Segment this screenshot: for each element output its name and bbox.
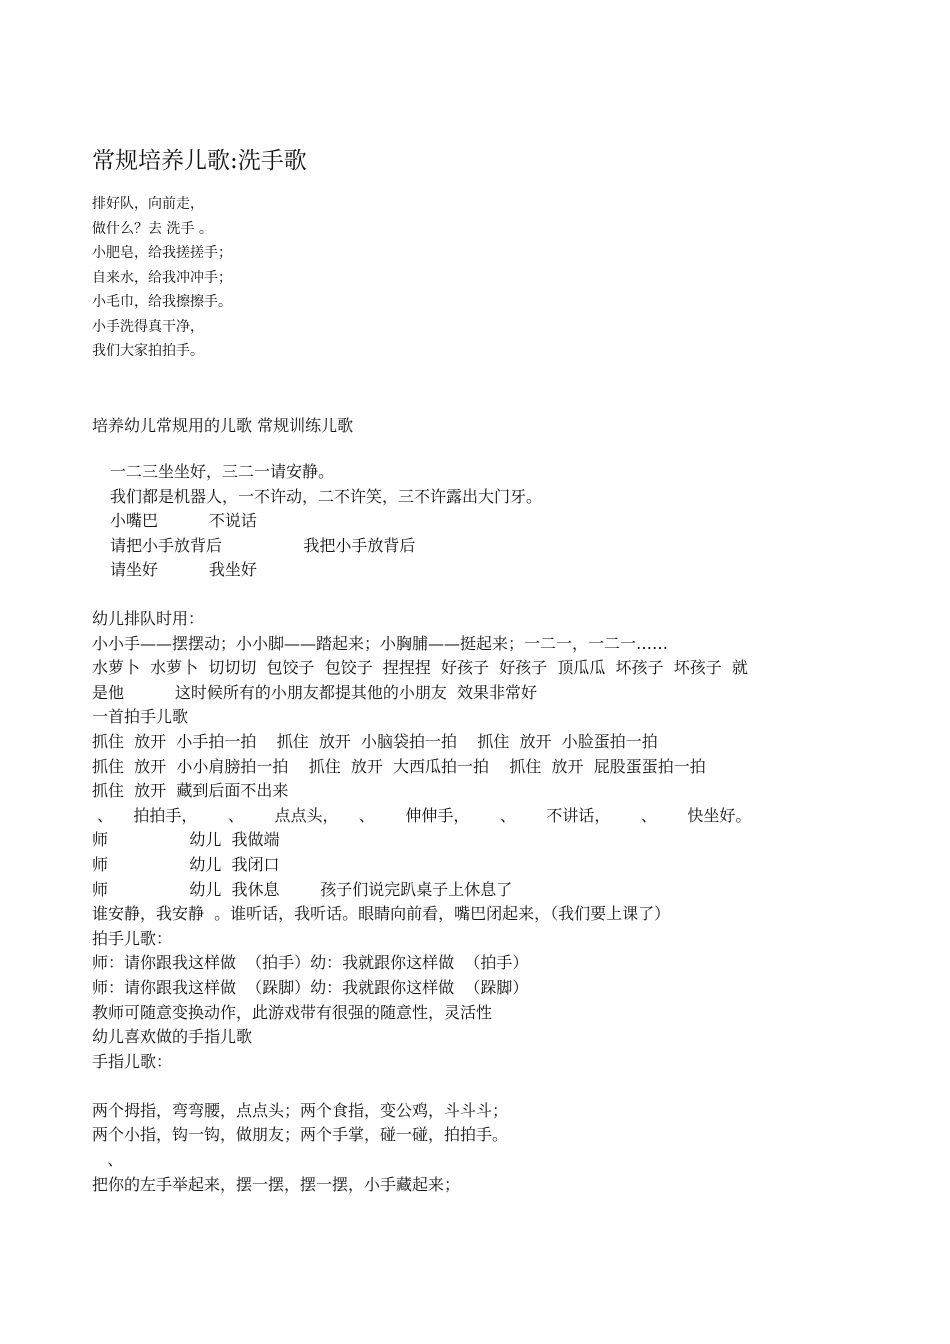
poem-line: 小肥皂，给我搓搓手； [92,245,232,261]
body-line: 抓住 放开 藏到后面不出来 [92,781,289,801]
poem-line: 小毛巾，给我擦擦手。 [92,294,232,310]
body-line: 一首拍手儿歌 [92,707,189,727]
body-line: 把你的左手举起来，摆一摆，摆一摆，小手藏起来； [92,1174,461,1194]
poem-line: 做什么？去 洗手 。 [92,220,213,237]
poem-line: 自来水，给我冲冲手； [92,269,232,286]
chant-line: 请坐好 我坐好 [110,560,257,580]
body-line: 谁安静，我安静 。谁听话，我听话。眼睛向前看，嘴巴闭起来，（我们要上课了） [92,904,671,924]
poem-line: 小手洗得真干净， [92,318,204,335]
body-line: 拍手儿歌： [92,928,173,948]
body-line: 抓住 放开 小小肩膀拍一拍 抓住 放开 大西瓜拍一拍 抓住 放开 屁股蛋蛋拍一拍 [92,756,706,776]
body-line: 师：请你跟我这样做 （跺脚）幼：我就跟你这样做 （跺脚） [92,977,529,997]
body-line: 两个拇指，弯弯腰，点点头；两个食指，变公鸡，斗斗斗； [92,1100,509,1120]
body-line: 幼儿喜欢做的手指儿歌 [92,1027,253,1047]
page-title: 常规培养儿歌:洗手歌 [92,148,307,174]
chant-line: 我们都是机器人，一不许动，二不许笑，三不许露出大门牙。 [110,486,543,506]
poem-line: 排好队，向前走， [92,196,204,212]
body-line: 是他 这时候所有的小朋友都提其他的小朋友 效果非常好 [92,682,538,702]
body-line: 师 幼儿 我闭口 [92,854,280,874]
body-line: 幼儿排队时用： [92,609,205,628]
blank-line [92,1074,751,1099]
body-line: 、 [92,1150,124,1170]
body-line: 两个小指，钩一钩，做朋友；两个手掌，碰一碰，拍拍手。 [92,1125,509,1145]
chant-line: 一二三坐坐好，三二一请安静。 [110,462,335,481]
body-line: 师：请你跟我这样做 （拍手）幼：我就跟你这样做 （拍手） [92,953,529,973]
handwashing-poem [92,192,232,364]
body-line: 手指儿歌： [92,1051,173,1071]
body-line: 抓住 放开 小手拍一拍 抓住 放开 小脑袋拍一拍 抓住 放开 小脸蛋拍一拍 [92,731,658,751]
chant-line: 请把小手放背后 我把小手放背后 [110,535,416,555]
section-heading: 培养幼儿常规用的儿歌 常规训练儿歌 [92,416,354,435]
body-line: 师 幼儿 我做端 [92,830,280,850]
classroom-chant [110,460,542,583]
chant-line: 小嘴巴 不说话 [110,511,257,531]
body-line: 师 幼儿 我休息 孩子们说完趴桌子上休息了 [92,879,513,899]
poem-line: 我们大家拍拍手。 [92,343,204,359]
body-line: 小小手——摆摆动；小小脚——踏起来；小胸脯——挺起来；一二一，一二一…… [92,633,669,653]
body-line: 水萝卜 水萝卜 切切切 包饺子 包饺子 捏捏捏 好孩子 好孩子 顶瓜瓜 坏孩子 坏孩子 就 [92,658,748,678]
body-line: 、 拍拍手， 、 点点头， 、 伸伸手， 、 不讲话， 、 快坐好。 [92,805,752,825]
body-line: 教师可随意变换动作，此游戏带有很强的随意性，灵活性 [92,1002,493,1022]
rhyme-list [92,607,751,1197]
